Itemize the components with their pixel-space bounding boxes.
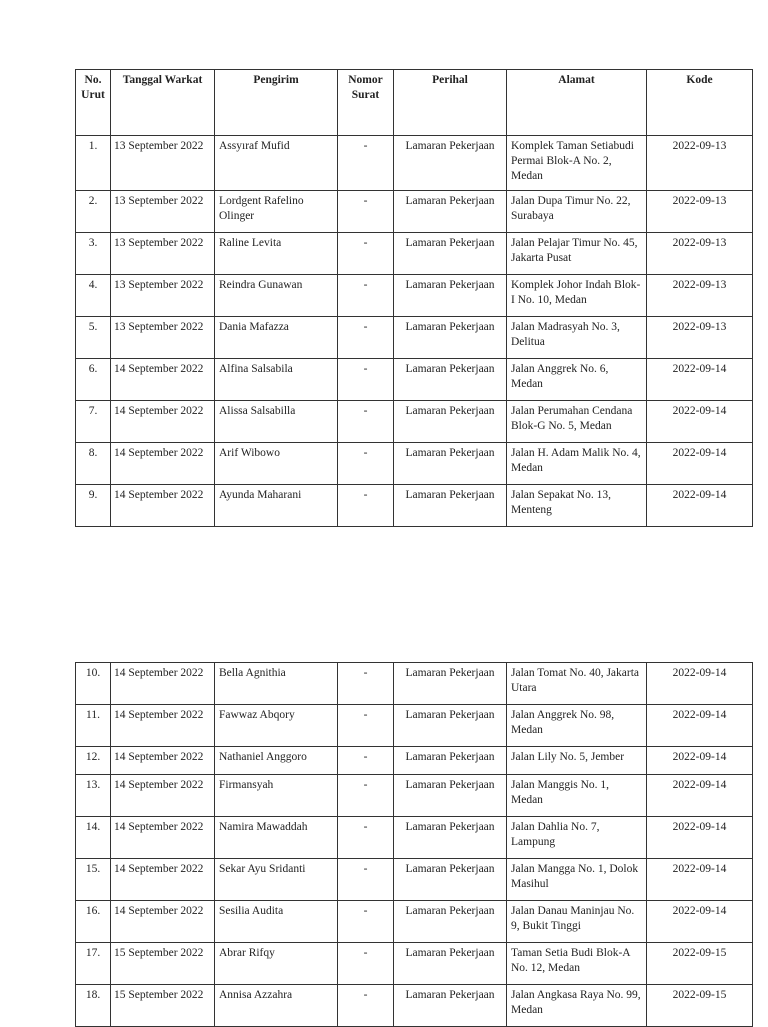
cell-nomor-surat: - [338,191,394,233]
cell-kode: 2022-09-13 [647,233,753,275]
table-row [76,663,753,705]
cell-perihal: Lamaran Pekerjaan [394,943,507,985]
cell-nomor-surat: - [338,775,394,817]
cell-pengirim: Nathaniel Anggoro [215,747,338,775]
table-row [76,317,753,359]
cell-tanggal: 14 September 2022 [111,485,215,527]
cell-pengirim: Alissa Salsabilla [215,401,338,443]
cell-perihal: Lamaran Pekerjaan [394,401,507,443]
cell-pengirim: Bella Agnithia [215,663,338,705]
table-row [76,275,753,317]
header-kode: Kode [647,70,753,136]
cell-pengirim: Fawwaz Abqory [215,705,338,747]
cell-perihal: Lamaran Pekerjaan [394,747,507,775]
cell-kode: 2022-09-13 [647,191,753,233]
cell-pengirim: Annisa Azzahra [215,985,338,1027]
cell-pengirim: Raline Levita [215,233,338,275]
cell-kode: 2022-09-14 [647,901,753,943]
cell-pengirim: Assyıraf Mufid [215,136,338,191]
cell-nomor-surat: - [338,485,394,527]
cell-kode: 2022-09-14 [647,663,753,705]
cell-kode: 2022-09-15 [647,985,753,1027]
cell-tanggal: 14 September 2022 [111,705,215,747]
cell-no: 8. [76,443,111,485]
cell-no: 7. [76,401,111,443]
cell-kode: 2022-09-14 [647,775,753,817]
cell-nomor-surat: - [338,663,394,705]
cell-kode: 2022-09-14 [647,485,753,527]
cell-tanggal: 14 September 2022 [111,775,215,817]
cell-nomor-surat: - [338,747,394,775]
cell-no: 4. [76,275,111,317]
header-alamat: Alamat [507,70,647,136]
cell-nomor-surat: - [338,901,394,943]
cell-perihal: Lamaran Pekerjaan [394,317,507,359]
cell-perihal: Lamaran Pekerjaan [394,901,507,943]
cell-alamat: Jalan Danau Maninjau No. 9, Bukit Tinggi [507,901,647,943]
cell-nomor-surat: - [338,817,394,859]
cell-nomor-surat: - [338,943,394,985]
cell-nomor-surat: - [338,233,394,275]
cell-kode: 2022-09-14 [647,443,753,485]
table-row [76,401,753,443]
cell-tanggal: 14 September 2022 [111,901,215,943]
cell-tanggal: 13 September 2022 [111,275,215,317]
header-perihal: Perihal [394,70,507,136]
cell-perihal: Lamaran Pekerjaan [394,485,507,527]
cell-alamat: Jalan Dahlia No. 7, Lampung [507,817,647,859]
cell-pengirim: Namira Mawaddah [215,817,338,859]
cell-no: 14. [76,817,111,859]
cell-alamat: Jalan Anggrek No. 6, Medan [507,359,647,401]
cell-kode: 2022-09-14 [647,401,753,443]
cell-no: 1. [76,136,111,191]
cell-no: 11. [76,705,111,747]
cell-pengirim: Alfina Salsabila [215,359,338,401]
table-row [76,775,753,817]
cell-alamat: Jalan Perumahan Cendana Blok-G No. 5, Medan [507,401,647,443]
cell-alamat: Jalan Pelajar Timur No. 45, Jakarta Pusat [507,233,647,275]
cell-pengirim: Reindra Gunawan [215,275,338,317]
header-no-urut: No. Urut [76,70,111,136]
cell-no: 6. [76,359,111,401]
cell-perihal: Lamaran Pekerjaan [394,817,507,859]
cell-no: 3. [76,233,111,275]
cell-alamat: Jalan Angkasa Raya No. 99, Medan [507,985,647,1027]
table-header-row [76,70,753,136]
cell-tanggal: 13 September 2022 [111,317,215,359]
cell-pengirim: Sesilia Audita [215,901,338,943]
cell-alamat: Jalan Tomat No. 40, Jakarta Utara [507,663,647,705]
header-pengirim: Pengirim [215,70,338,136]
cell-nomor-surat: - [338,985,394,1027]
cell-nomor-surat: - [338,705,394,747]
cell-pengirim: Dania Mafazza [215,317,338,359]
cell-nomor-surat: - [338,359,394,401]
cell-tanggal: 15 September 2022 [111,943,215,985]
cell-kode: 2022-09-13 [647,275,753,317]
table-row [76,985,753,1027]
header-tanggal-warkat: Tanggal Warkat [111,70,215,136]
cell-nomor-surat: - [338,859,394,901]
cell-kode: 2022-09-14 [647,705,753,747]
cell-tanggal: 15 September 2022 [111,985,215,1027]
cell-pengirim: Firmansyah [215,775,338,817]
cell-perihal: Lamaran Pekerjaan [394,775,507,817]
cell-alamat: Jalan Anggrek No. 98, Medan [507,705,647,747]
cell-no: 5. [76,317,111,359]
cell-no: 12. [76,747,111,775]
cell-tanggal: 14 September 2022 [111,747,215,775]
cell-no: 9. [76,485,111,527]
cell-pengirim: Abrar Rifqy [215,943,338,985]
table-row [76,943,753,985]
cell-pengirim: Lordgent Rafelino Olinger [215,191,338,233]
cell-perihal: Lamaran Pekerjaan [394,443,507,485]
cell-alamat: Jalan Mangga No. 1, Dolok Masihul [507,859,647,901]
cell-no: 13. [76,775,111,817]
table-row [76,705,753,747]
table-row [76,443,753,485]
cell-alamat: Jalan Madrasyah No. 3, Delitua [507,317,647,359]
cell-alamat: Komplek Taman Setiabudi Permai Blok-A No. 2, Medan [507,136,647,191]
cell-perihal: Lamaran Pekerjaan [394,233,507,275]
cell-tanggal: 13 September 2022 [111,233,215,275]
cell-kode: 2022-09-14 [647,859,753,901]
table-row [76,191,753,233]
cell-perihal: Lamaran Pekerjaan [394,359,507,401]
cell-kode: 2022-09-14 [647,747,753,775]
cell-no: 17. [76,943,111,985]
table-row [76,901,753,943]
cell-perihal: Lamaran Pekerjaan [394,275,507,317]
table-row [76,136,753,191]
cell-nomor-surat: - [338,443,394,485]
cell-perihal: Lamaran Pekerjaan [394,191,507,233]
table-row [76,747,753,775]
table-row [76,859,753,901]
cell-alamat: Jalan H. Adam Malik No. 4, Medan [507,443,647,485]
table-row [76,485,753,527]
cell-nomor-surat: - [338,136,394,191]
cell-alamat: Taman Setia Budi Blok-A No. 12, Medan [507,943,647,985]
cell-kode: 2022-09-14 [647,359,753,401]
surat-masuk-table-2 [75,662,753,1027]
cell-alamat: Komplek Johor Indah Blok-I No. 10, Medan [507,275,647,317]
surat-masuk-table-1 [75,69,753,527]
header-nomor-surat: Nomor Surat [338,70,394,136]
cell-perihal: Lamaran Pekerjaan [394,663,507,705]
cell-tanggal: 13 September 2022 [111,191,215,233]
cell-perihal: Lamaran Pekerjaan [394,136,507,191]
cell-pengirim: Sekar Ayu Sridanti [215,859,338,901]
cell-no: 18. [76,985,111,1027]
cell-tanggal: 13 September 2022 [111,136,215,191]
cell-no: 2. [76,191,111,233]
cell-kode: 2022-09-15 [647,943,753,985]
cell-kode: 2022-09-13 [647,136,753,191]
cell-no: 16. [76,901,111,943]
cell-no: 15. [76,859,111,901]
cell-pengirim: Ayunda Maharani [215,485,338,527]
cell-kode: 2022-09-14 [647,817,753,859]
cell-perihal: Lamaran Pekerjaan [394,859,507,901]
cell-no: 10. [76,663,111,705]
cell-tanggal: 14 September 2022 [111,859,215,901]
cell-alamat: Jalan Manggis No. 1, Medan [507,775,647,817]
cell-alamat: Jalan Sepakat No. 13, Menteng [507,485,647,527]
cell-tanggal: 14 September 2022 [111,663,215,705]
cell-alamat: Jalan Lily No. 5, Jember [507,747,647,775]
cell-tanggal: 14 September 2022 [111,443,215,485]
cell-tanggal: 14 September 2022 [111,817,215,859]
table-row [76,817,753,859]
table-row [76,233,753,275]
cell-perihal: Lamaran Pekerjaan [394,985,507,1027]
cell-kode: 2022-09-13 [647,317,753,359]
table-row [76,359,753,401]
cell-nomor-surat: - [338,317,394,359]
cell-pengirim: Arif Wibowo [215,443,338,485]
cell-nomor-surat: - [338,275,394,317]
cell-perihal: Lamaran Pekerjaan [394,705,507,747]
cell-tanggal: 14 September 2022 [111,401,215,443]
cell-tanggal: 14 September 2022 [111,359,215,401]
cell-nomor-surat: - [338,401,394,443]
cell-alamat: Jalan Dupa Timur No. 22, Surabaya [507,191,647,233]
